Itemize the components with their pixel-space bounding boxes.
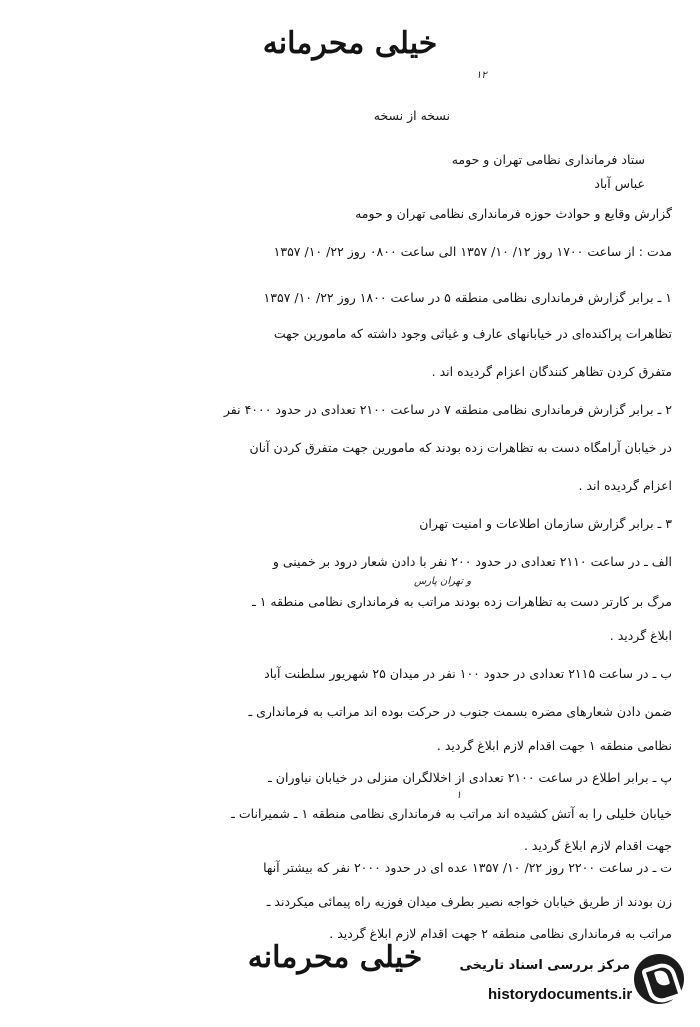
handwritten-note: و تهران پارس — [414, 576, 472, 587]
body-line: پ ـ برابر اطلاع در ساعت ۲۱۰۰ تعدادی از اخلالگران منزلی در خیابان نیاوران ـ — [268, 770, 672, 785]
body-line: نظامی منطقه ۱ جهت اقدام لازم ابلاغ گردید . — [436, 738, 672, 753]
body-line: ب ـ در ساعت ۲۱۱۵ تعدادی در حدود ۱۰۰ نفر در میدان ۲۵ شهریور سلطنت آباد — [264, 666, 672, 681]
addressee-line-1: ستاد فرمانداری نظامی تهران و حومه — [451, 152, 645, 167]
body-line: متفرق کردن تظاهر کنندگان اعزام گردیده اند . — [431, 364, 672, 379]
body-line: جهت اقدام لازم ابلاغ گردید . — [523, 838, 672, 853]
body-line: ضمن دادن شعارهای مضره بسمت جنوب در حرکت بوده اند مراتب به فرمانداری ـ — [248, 704, 672, 719]
body-line: زن بودند از طریق خیابان خواجه نصیر بطرف میدان فوزیه راه پیمائی میکردند ـ — [266, 894, 672, 909]
report-period: مدت : از ساعت ۱۷۰۰ روز ۱۲/ ۱۰/ ۱۳۵۷ الی ساعت ۰۸۰۰ روز ۲۲/ ۱۰/ ۱۳۵۷ — [273, 244, 672, 259]
handwritten-note: ۱ — [456, 790, 462, 801]
watermark-url: historydocuments.ir — [488, 986, 633, 1003]
report-title: گزارش وقایع و حوادث حوزه فرمانداری نظامی تهران و حومه — [355, 206, 672, 221]
body-line: ۲ ـ برابر گزارش فرمانداری نظامی منطقه ۷ در ساعت ۲۱۰۰ تعدادی در حدود ۴۰۰۰ نفر — [223, 402, 672, 417]
body-line: ابلاغ گردید . — [609, 628, 672, 643]
addressee-line-2: عباس آباد — [594, 176, 645, 191]
copy-number-line: نسخه از نسخه — [373, 108, 450, 123]
watermark-title: مرکز بررسی اسناد تاریخی — [459, 958, 630, 973]
body-line: تظاهرات پراکنده‌ای در خیابانهای عارف و غیاثی وجود داشته که مامورین جهت — [273, 326, 672, 341]
body-line: اعزام گردیده اند . — [578, 478, 672, 493]
watermark — [459, 952, 688, 1018]
body-line: ۱ ـ برابر گزارش فرمانداری نظامی منطقه ۵ در ساعت ۱۸۰۰ روز ۲۲/ ۱۰/ ۱۳۵۷ — [263, 290, 672, 305]
body-line: مرگ بر کارتر دست به تظاهرات زده بودند مراتب به فرمانداری نظامی منطقه ۱ ـ — [252, 594, 672, 609]
handwritten-note: ۱۲ — [476, 70, 487, 81]
classification-footer: خیلی محرمانه — [247, 940, 423, 975]
body-line: مراتب به فرمانداری نظامی منطقه ۲ جهت اقدام لازم ابلاغ گردید . — [329, 926, 672, 941]
body-line: ت ـ در ساعت ۲۲۰۰ روز ۲۲/ ۱۰/ ۱۳۵۷ عده ای در حدود ۲۰۰۰ نفر که بیشتر آنها — [263, 860, 672, 875]
body-line: ۳ ـ برابر گزارش سازمان اطلاعات و امنیت تهران — [419, 516, 672, 531]
body-line: خیابان خلیلی را به آتش کشیده اند مراتب به فرمانداری نظامی منطقه ۱ ـ شمیرانات ـ — [231, 806, 672, 821]
body-line: الف ـ در ساعت ۲۱۱۰ تعدادی در حدود ۲۰۰ نفر با دادن شعار درود بر خمینی و — [272, 554, 672, 569]
archive-logo-icon — [634, 954, 684, 1004]
classification-header: خیلی محرمانه — [262, 26, 438, 61]
body-line: در خیابان آرامگاه دست به تظاهرات زده بودند که مامورین جهت متفرق کردن آنان — [249, 440, 672, 455]
